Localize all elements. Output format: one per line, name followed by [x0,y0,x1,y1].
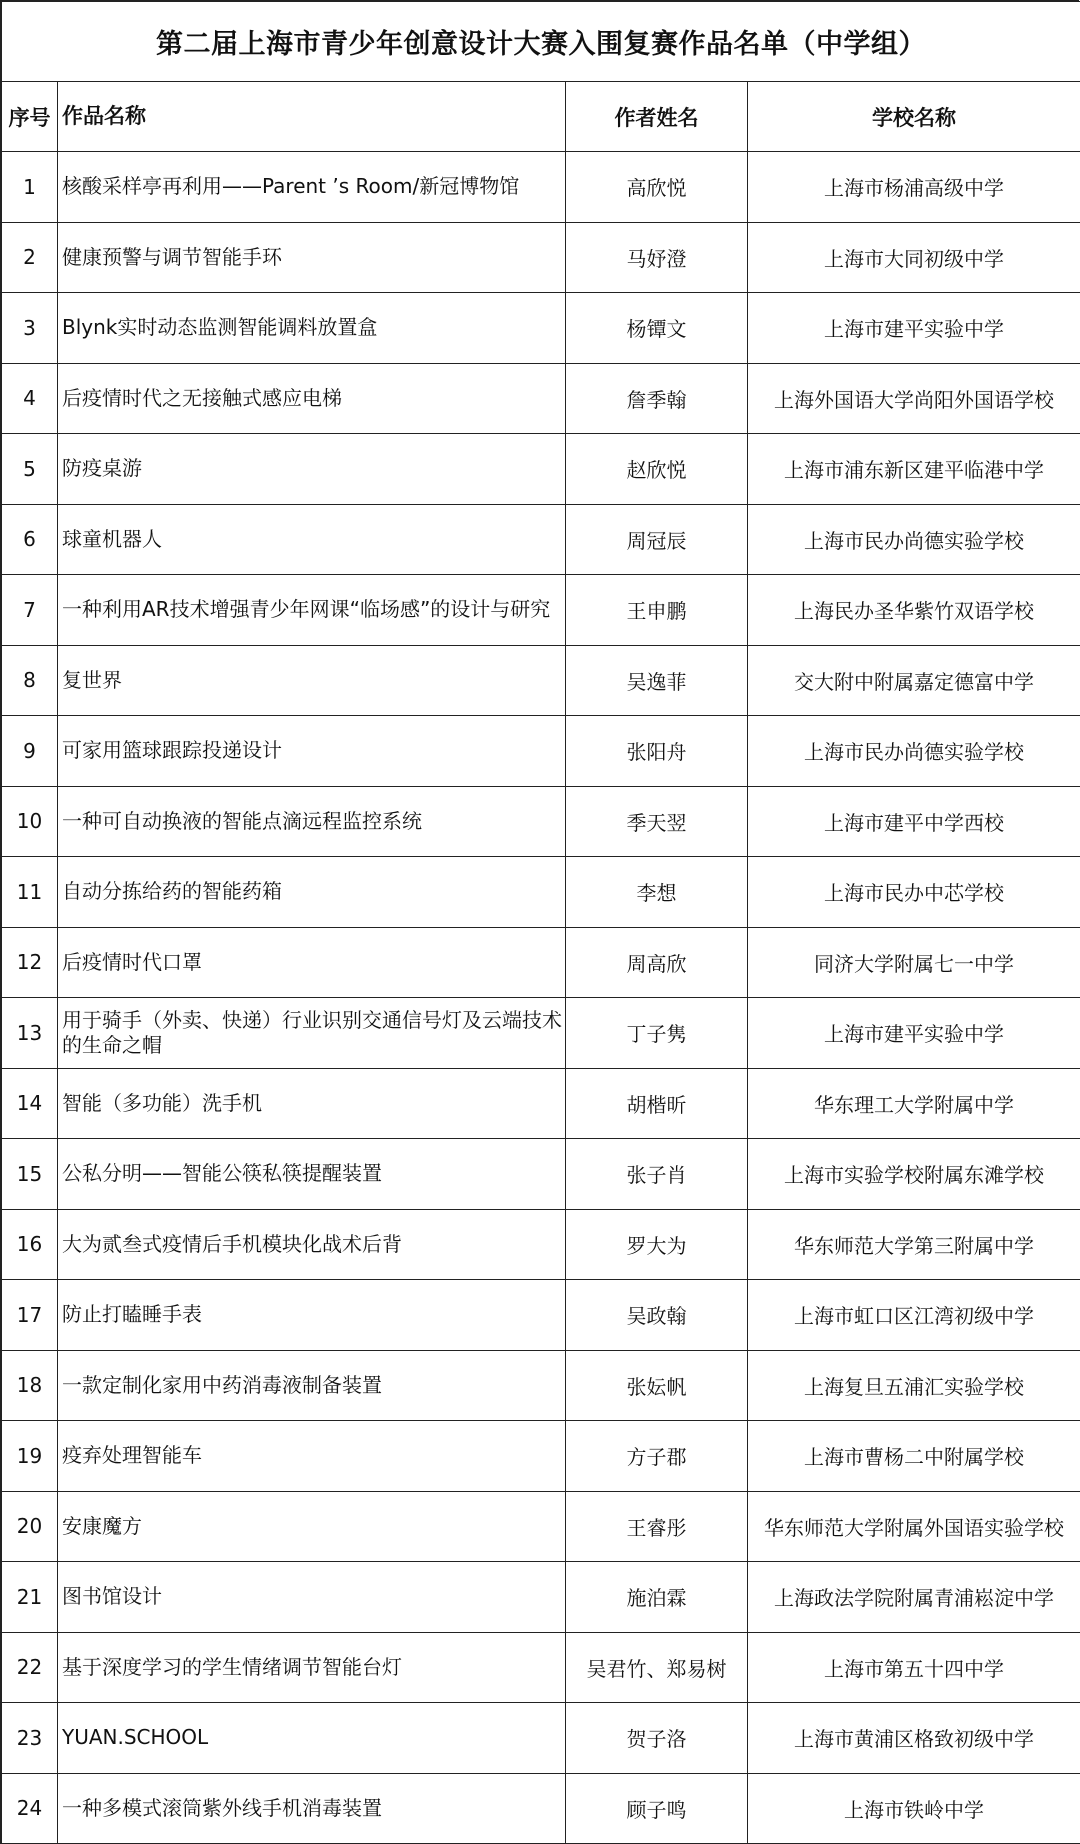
column-header-author: 作者姓名 [566,82,748,152]
cell-work-title: 一种可自动换液的智能点滴远程监控系统 [58,786,566,857]
cell-author: 罗大为 [566,1209,748,1280]
cell-work-title: 大为贰叁式疫情后手机模块化战术后背 [58,1209,566,1280]
cell-school: 上海民办圣华紫竹双语学校 [748,575,1080,646]
cell-no: 8 [2,645,58,716]
table-row [2,645,1080,716]
cell-no: 14 [2,1068,58,1139]
cell-work-title: 健康预警与调节智能手环 [58,222,566,293]
cell-work-title: 核酸采样亭再利用——Parent ’s Room/新冠博物馆 [58,152,566,223]
cell-author: 张子肖 [566,1139,748,1210]
cell-no: 23 [2,1703,58,1774]
cell-no: 19 [2,1421,58,1492]
cell-school: 上海市虹口区江湾初级中学 [748,1280,1080,1351]
cell-school: 同济大学附属七一中学 [748,927,1080,998]
cell-school: 上海市曹杨二中附属学校 [748,1421,1080,1492]
cell-school: 上海市建平实验中学 [748,998,1080,1069]
table-row [2,998,1080,1069]
cell-no: 13 [2,998,58,1069]
table-row [2,1068,1080,1139]
cell-author: 吴政翰 [566,1280,748,1351]
cell-school: 上海市建平中学西校 [748,786,1080,857]
cell-author: 丁子隽 [566,998,748,1069]
column-header-work: 作品名称 [58,82,566,152]
cell-school: 上海市铁岭中学 [748,1773,1080,1844]
cell-author: 詹季翰 [566,363,748,434]
cell-author: 张阳舟 [566,716,748,787]
cell-work-title: 后疫情时代之无接触式感应电梯 [58,363,566,434]
cell-work-title: 安康魔方 [58,1491,566,1562]
table-title: 第二届上海市青少年创意设计大赛入围复赛作品名单（中学组） [2,2,1080,82]
cell-author: 杨镡文 [566,293,748,364]
cell-school: 上海市大同初级中学 [748,222,1080,293]
cell-work-title: 自动分拣给药的智能药箱 [58,857,566,928]
cell-author: 施泊霖 [566,1562,748,1633]
table-row [2,857,1080,928]
cell-school: 上海市第五十四中学 [748,1632,1080,1703]
cell-no: 6 [2,504,58,575]
cell-author: 王睿彤 [566,1491,748,1562]
cell-no: 9 [2,716,58,787]
cell-work-title: 基于深度学习的学生情绪调节智能台灯 [58,1632,566,1703]
cell-no: 21 [2,1562,58,1633]
cell-author: 胡楷昕 [566,1068,748,1139]
cell-work-title: 用于骑手（外卖、快递）行业识别交通信号灯及云端技术的生命之帽 [58,998,566,1069]
table-row [2,575,1080,646]
cell-school: 交大附中附属嘉定德富中学 [748,645,1080,716]
table-row [2,716,1080,787]
table-row [2,222,1080,293]
cell-author: 贺子洛 [566,1703,748,1774]
cell-no: 7 [2,575,58,646]
table-row [2,1139,1080,1210]
table-row [2,1421,1080,1492]
cell-school: 上海复旦五浦汇实验学校 [748,1350,1080,1421]
cell-work-title: 一款定制化家用中药消毒液制备装置 [58,1350,566,1421]
cell-school: 上海市浦东新区建平临港中学 [748,434,1080,505]
column-header-no: 序号 [2,82,58,152]
award-list-table [1,1,1080,1844]
cell-work-title: Blynk实时动态监测智能调料放置盒 [58,293,566,364]
cell-work-title: 疫弃处理智能车 [58,1421,566,1492]
table-row [2,1280,1080,1351]
cell-author: 周高欣 [566,927,748,998]
column-header-school: 学校名称 [748,82,1080,152]
cell-author: 李想 [566,857,748,928]
cell-author: 顾子鸣 [566,1773,748,1844]
cell-no: 11 [2,857,58,928]
cell-no: 17 [2,1280,58,1351]
cell-author: 张妘帆 [566,1350,748,1421]
table-row [2,1703,1080,1774]
table-row [2,1209,1080,1280]
cell-work-title: 球童机器人 [58,504,566,575]
cell-school: 上海外国语大学尚阳外国语学校 [748,363,1080,434]
cell-no: 12 [2,927,58,998]
table-row [2,504,1080,575]
cell-author: 王申鹏 [566,575,748,646]
cell-author: 吴君竹、郑易树 [566,1632,748,1703]
cell-author: 赵欣悦 [566,434,748,505]
cell-no: 4 [2,363,58,434]
cell-author: 周冠辰 [566,504,748,575]
cell-work-title: 一种多模式滚筒紫外线手机消毒装置 [58,1773,566,1844]
cell-no: 15 [2,1139,58,1210]
cell-school: 上海市民办尚德实验学校 [748,716,1080,787]
cell-no: 20 [2,1491,58,1562]
cell-school: 上海政法学院附属青浦崧淀中学 [748,1562,1080,1633]
table-row [2,363,1080,434]
table-row [2,152,1080,223]
table-row [2,786,1080,857]
cell-work-title: 复世界 [58,645,566,716]
cell-school: 华东师范大学第三附属中学 [748,1209,1080,1280]
cell-work-title: 图书馆设计 [58,1562,566,1633]
cell-work-title: 公私分明——智能公筷私筷提醒装置 [58,1139,566,1210]
cell-author: 方子郡 [566,1421,748,1492]
table-row [2,1632,1080,1703]
table-row [2,1491,1080,1562]
cell-no: 18 [2,1350,58,1421]
cell-school: 华东师范大学附属外国语实验学校 [748,1491,1080,1562]
cell-no: 10 [2,786,58,857]
cell-no: 16 [2,1209,58,1280]
cell-no: 22 [2,1632,58,1703]
cell-no: 24 [2,1773,58,1844]
cell-no: 1 [2,152,58,223]
cell-work-title: 可家用篮球跟踪投递设计 [58,716,566,787]
header-row [2,82,1080,152]
cell-author: 马妤澄 [566,222,748,293]
cell-school: 上海市民办尚德实验学校 [748,504,1080,575]
cell-school: 上海市民办中芯学校 [748,857,1080,928]
cell-work-title: 一种利用AR技术增强青少年网课“临场感”的设计与研究 [58,575,566,646]
cell-work-title: 防疫桌游 [58,434,566,505]
table-row [2,1350,1080,1421]
cell-school: 上海市实验学校附属东滩学校 [748,1139,1080,1210]
cell-work-title: 防止打瞌睡手表 [58,1280,566,1351]
cell-author: 吴逸菲 [566,645,748,716]
cell-work-title: 后疫情时代口罩 [58,927,566,998]
cell-no: 3 [2,293,58,364]
cell-school: 上海市建平实验中学 [748,293,1080,364]
cell-work-title: 智能（多功能）洗手机 [58,1068,566,1139]
cell-no: 2 [2,222,58,293]
cell-author: 高欣悦 [566,152,748,223]
cell-school: 上海市黄浦区格致初级中学 [748,1703,1080,1774]
cell-school: 华东理工大学附属中学 [748,1068,1080,1139]
table-row [2,1773,1080,1844]
cell-work-title: YUAN.SCHOOL [58,1703,566,1774]
cell-author: 季天翌 [566,786,748,857]
cell-school: 上海市杨浦高级中学 [748,152,1080,223]
table-row [2,927,1080,998]
table-row [2,434,1080,505]
cell-no: 5 [2,434,58,505]
table-row [2,1562,1080,1633]
table-row [2,293,1080,364]
